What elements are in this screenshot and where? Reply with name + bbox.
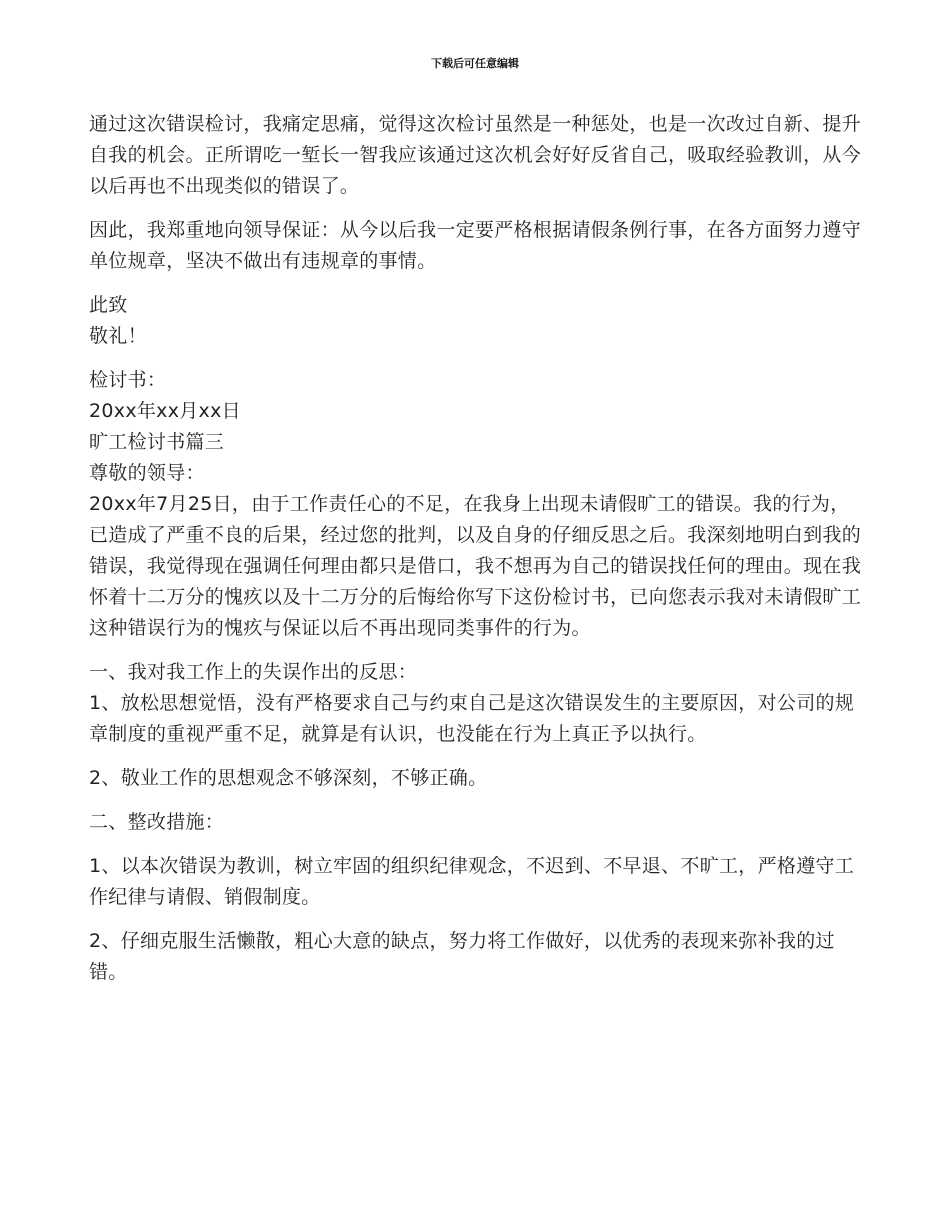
section-title: 旷工检讨书篇三 [89,431,225,453]
paragraph-incident: 20xx年7月25日，由于工作责任心的不足，在我身上出现未请假旷工的错误。我的行为，已造成了严重不良的后果，经过您的批判，以及自身的仔细反思之后。我深刻地明白到我的错误，我觉得现在强调任何理由都只是借口，我不想再为自己的错误找任何的理由。现在我怀着十二万分的愧疚以及十二万分的后悔给你写下这份检讨书，已向您表示我对未请假旷工这种错误行为的愧疚与保证以后不再出现同类事件的行为。 [89,493,862,639]
page-header: 下载后可任意编辑 [431,57,519,70]
paragraph-guarantee: 因此，我郑重地向领导保证：从今以后我一定要严格根据请假条例行事，在各方面努力遵守单位规章，坚决不做出有违规章的事情。 [89,219,862,272]
document-body [89,109,864,988]
heading-reflection: 一、我对我工作上的失误作出的反思： [89,661,418,683]
closing-regards: 敬礼！ [89,325,147,347]
greeting: 尊敬的领导： [89,462,205,484]
list-item-reflection-2: 2、敬业工作的思想观念不够深刻，不够正确。 [89,767,488,789]
list-item-measure-2: 2、仔细克服生活懒散，粗心大意的缺点，努力将工作做好，以优秀的表现来弥补我的过错。 [89,930,835,983]
list-item-measure-1: 1、以本次错误为教训，树立牢固的组织纪律观念，不迟到、不早退、不旷工，严格遵守工作纪律与请假、销假制度。 [89,855,855,908]
signature-date: 20xx年xx月xx日 [89,400,241,422]
signature-label: 检讨书： [89,369,167,391]
heading-measures: 二、整改措施： [89,811,225,833]
closing-salutation: 此致 [89,294,128,316]
list-item-reflection-1: 1、放松思想觉悟，没有严格要求自己与约束自己是这次错误发生的主要原因，对公司的规章制度的重视严重不足，就算是有认识，也没能在行为上真正予以执行。 [89,692,855,745]
paragraph-reflection: 通过这次错误检讨，我痛定思痛，觉得这次检讨虽然是一种惩处，也是一次改过自新、提升自我的机会。正所谓吃一堑长一智我应该通过这次机会好好反省自己，吸取经验教训，从今以后再也不出现类似的错误了。 [89,113,862,197]
